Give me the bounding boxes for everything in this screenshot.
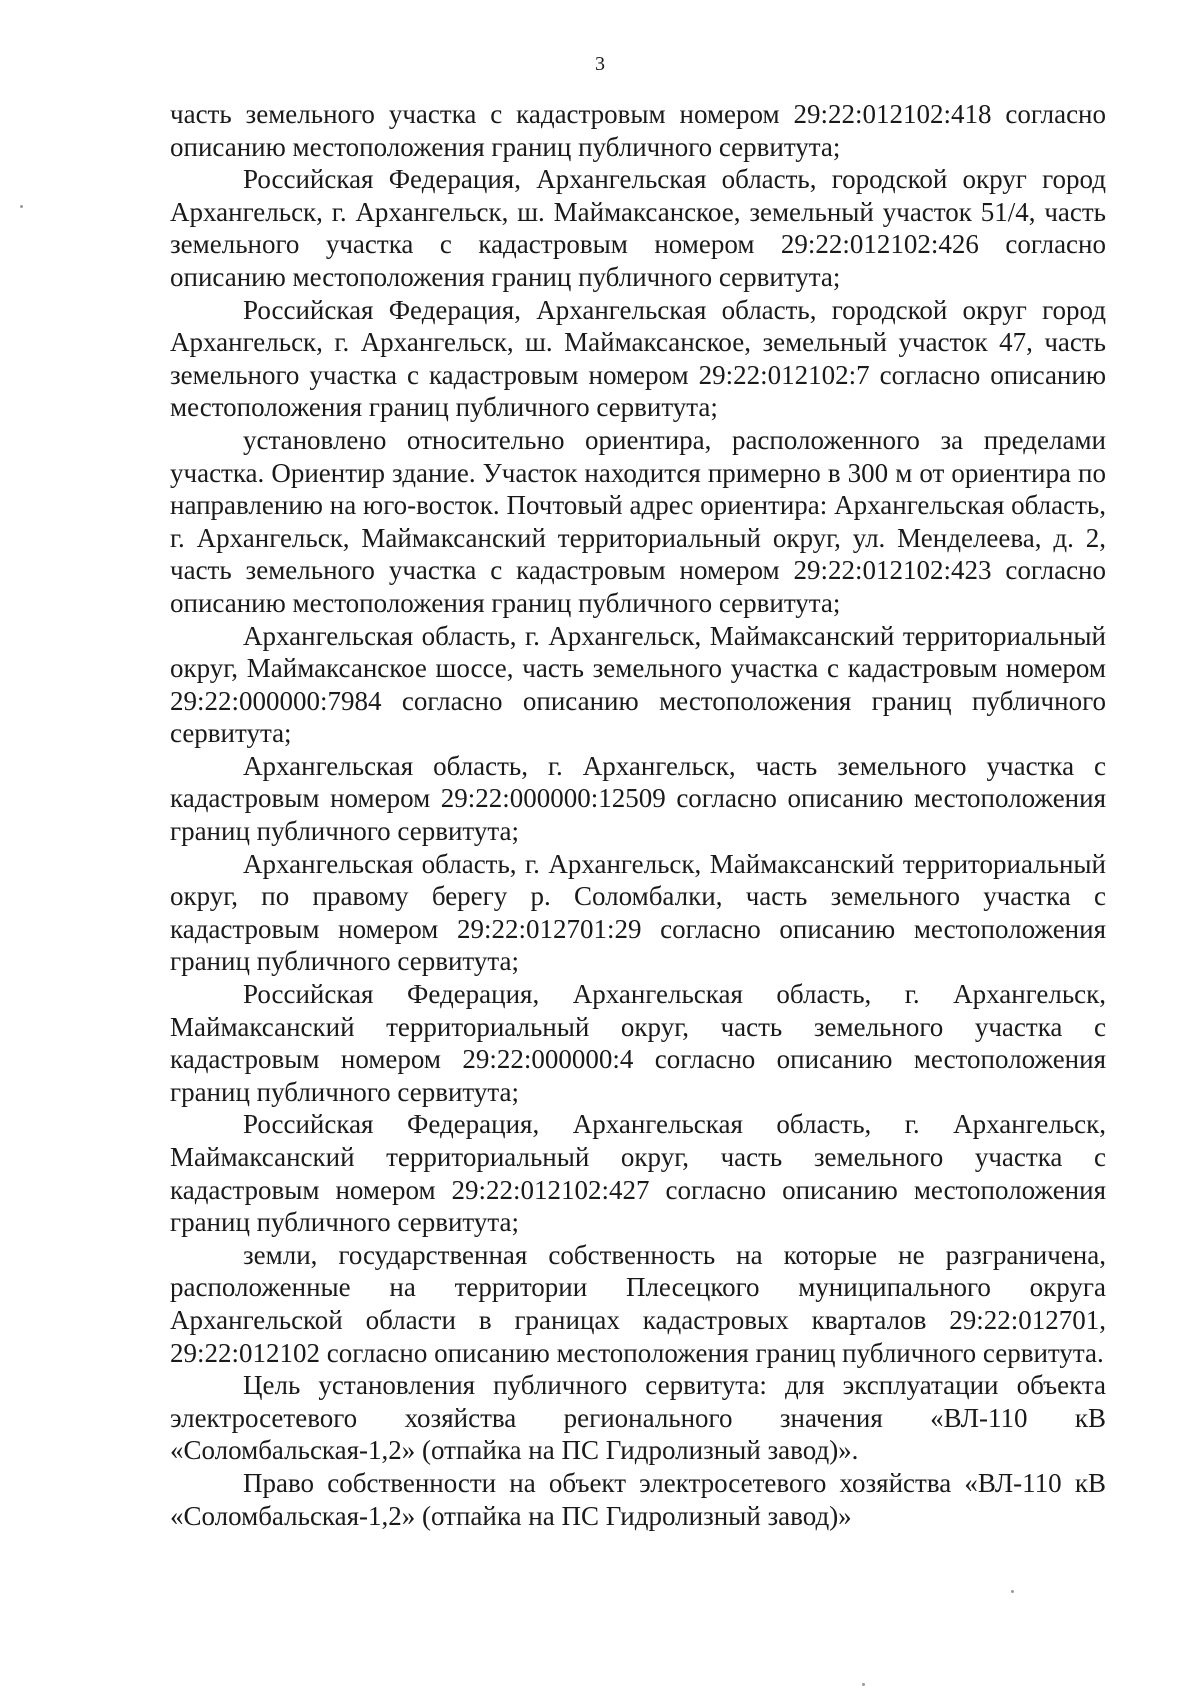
paragraph-8: Российская Федерация, Архангельская область, г. Архангельск, Маймаксанский территориальный округ, часть земельного участка с кадастровым номером 29:22:000000:4 согласно описанию местоположения границ публичного сервитута; (170, 979, 1106, 1107)
scan-speck (1011, 1590, 1014, 1593)
paragraph-12: Право собственности на объект электросетевого хозяйства «ВЛ-110 кВ «Соломбальская-1,2» (отпайка на ПС Гидролизный завод)» (170, 1467, 1106, 1531)
paragraph-3: Российская Федерация, Архангельская область, городской округ город Архангельск, г. Архангельск, ш. Маймаксанское, земельный участок 47, часть земельного участка с кадастровым номером 29:22:012102:7 согласно описанию местоположения границ публичного сервитута; (170, 294, 1106, 423)
document-body (170, 98, 1106, 1532)
paragraph-5: Архангельская область, г. Архангельск, Маймаксанский территориальный округ, Маймаксанское шоссе, часть земельного участка с кадастровым номером 29:22:000000:7984 согласно описанию местоположения границ публичного сервитута; (170, 620, 1106, 749)
scan-speck (862, 1683, 865, 1686)
paragraph-7: Архангельская область, г. Архангельск, Маймаксанский территориальный округ, по правому берегу р. Соломбалки, часть земельного участка с кадастровым номером 29:22:012701:29 согласно описанию местоположения границ публичного сервитута; (170, 848, 1106, 977)
paragraph-6: Архангельская область, г. Архангельск, часть земельного участка с кадастровым номером 29:22:000000:12509 согласно описанию местоположения границ публичного сервитута; (170, 750, 1106, 847)
paragraph-4: установлено относительно ориентира, расположенного за пределами участка. Ориентир здание. Участок находится примерно в 300 м от ориентира по направлению на юго-восток. Почтовый адрес ориентира: Архангельская область, г. Архангельск, Маймаксанский территориальный округ, ул. Менделеева, д. 2, часть земельного участка с кадастровым номером 29:22:012102:423 согласно описанию местоположения границ публичного сервитута; (170, 424, 1106, 618)
paragraph-10: земли, государственная собственность на которые не разграничена, расположенные на территории Плесецкого муниципального округа Архангельской области в границах кадастровых кварталов 29:22:012701, 29:22:012102 согласно описанию местоположения границ публичного сервитута. (170, 1239, 1106, 1368)
paragraph-11: Цель установления публичного сервитута: для эксплуатации объекта электросетевого хозяйства регионального значения «ВЛ-110 кВ «Соломбальская-1,2» (отпайка на ПС Гидролизный завод)». (170, 1370, 1106, 1466)
paragraph-1: часть земельного участка с кадастровым номером 29:22:012102:418 согласно описанию местоположения границ публичного сервитута; (170, 99, 1106, 162)
page-number: 3 (595, 53, 605, 75)
paragraph-2: Российская Федерация, Архангельская область, городской округ город Архангельск, г. Архангельск, ш. Маймаксанское, земельный участок 51/4, часть земельного участка с кадастровым номером 29:22:012102:426 согласно описанию местоположения границ публичного сервитута; (170, 164, 1106, 292)
paragraph-9: Российская Федерация, Архангельская область, г. Архангельск, Маймаксанский территориальный округ, часть земельного участка с кадастровым номером 29:22:012102:427 согласно описанию местоположения границ публичного сервитута; (170, 1109, 1106, 1238)
scan-speck (20, 205, 23, 208)
